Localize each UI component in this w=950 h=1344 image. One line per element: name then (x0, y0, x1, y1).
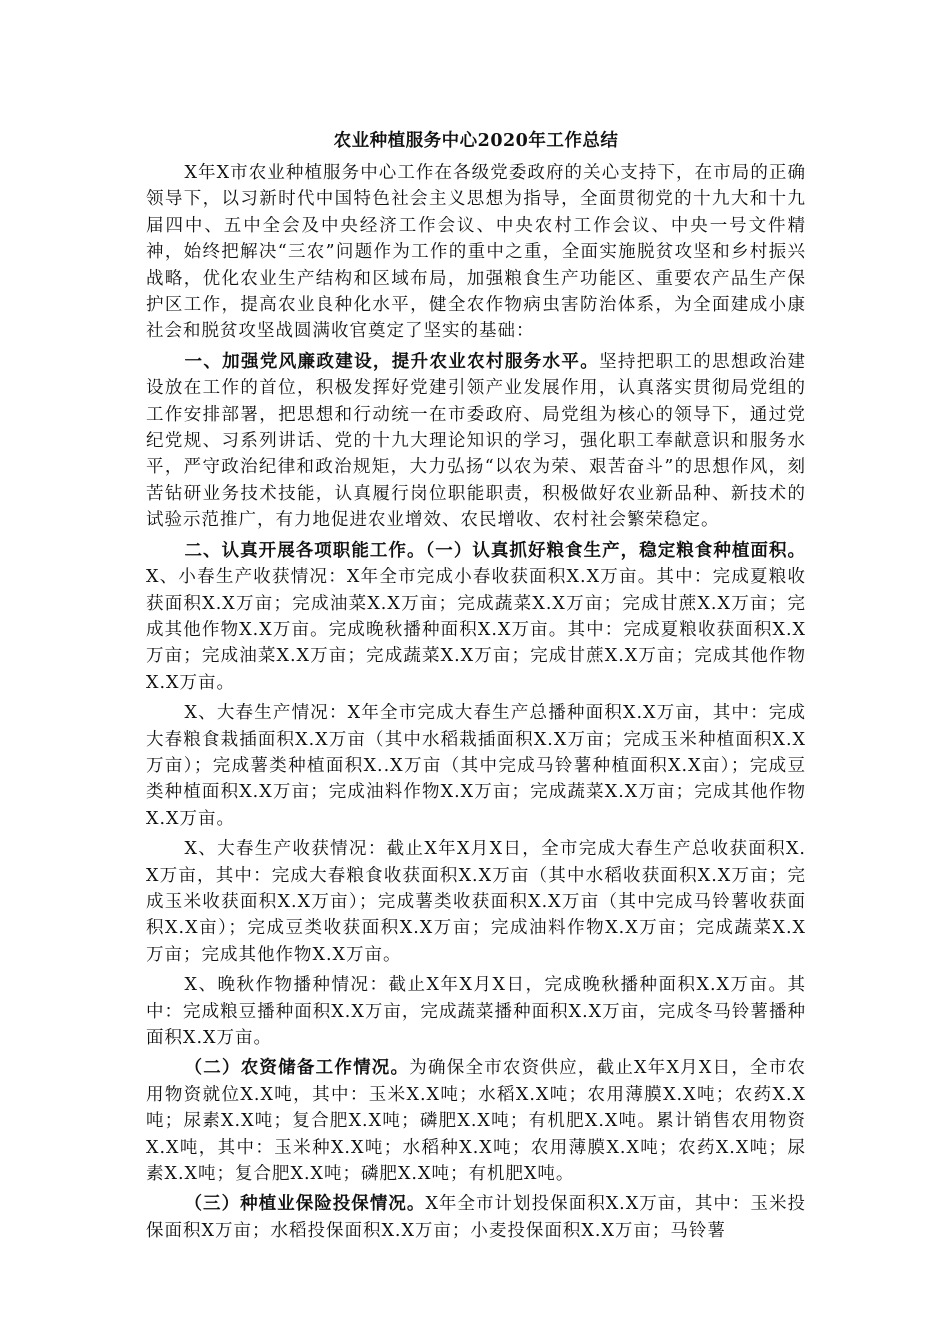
section1-paragraph (146, 349, 806, 534)
section1-body: 坚持把职工的思想政治建设放在工作的首位，积极发挥好党建引领产业发展作用，认真落实贯彻局党组的工作安排部署，把思想和行动统一在市委政府、局党组为核心的领导下，通过党纪党规、习系列讲话、党的十九大理论知识的学习，强化职工奉献意识和服务水平，严守政治纪律和政治规矩，大力弘扬“以农为荣、艰苦奋斗”的思想作风，刻苦钻研业务技术技能，认真履行岗位职能职责，积极做好农业新品种、新技术的试验示范推广，有力地促进农业增效、农民增收、农村社会繁荣稳定。 (146, 351, 806, 531)
section2-paragraph (146, 538, 806, 696)
reserve-heading: （二）农资储备工作情况。 (184, 1058, 410, 1079)
insurance-paragraph (146, 1191, 806, 1244)
insurance-heading: （三）种植业保险投保情况。 (184, 1194, 426, 1215)
spring-planting-paragraph: X、大春生产情况：X年全市完成大春生产总播种面积X.X万亩，其中：完成大春粮食栽插面积X.X万亩（其中水稻栽插面积X.X万亩；完成玉米种植面积X.X万亩）；完成薯类种植面积X..X万亩（其中完成马铃薯种植面积X.X亩）；完成豆类种植面积X.X万亩；完成油料作物X.X万亩；完成蔬菜X.X万亩；完成其他作物X.X万亩。 (146, 703, 806, 829)
document-title: 农业种植服务中心2020年工作总结 (333, 131, 619, 151)
section2-heading: 二、认真开展各项职能工作。（一）认真抓好粮食生产，稳定粮食种植面积。 (184, 540, 806, 561)
reserve-body: 为确保全市农资供应，截止X年X月X日，全市农用物资就位X.X吨，其中：玉米X.X吨；水稻X.X吨；农用薄膜X.X吨；农药X.X吨；尿素X.X吨；复合肥X.X吨；磷肥X.X吨；有机肥X.X吨。累计销售农用物资X.X吨，其中：玉米种X.X吨；水稻种X.X吨；农用薄膜X.X吨；农药X.X吨；尿素X.X吨；复合肥X.X吨；磷肥X.X吨；有机肥X吨。 (146, 1058, 807, 1185)
late-autumn-paragraph: X、晚秋作物播种情况：截止X年X月X日，完成晚秋播种面积X.X万亩。其中：完成粮豆播种面积X.X万亩，完成蔬菜播种面积X.X万亩，完成冬马铃薯播种面积X.X万亩。 (146, 975, 806, 1048)
section2-body: X、小春生产收获情况：X年全市完成小春收获面积X.X万亩。其中：完成夏粮收获面积X.X万亩；完成油菜X.X万亩；完成蔬菜X.X万亩；完成甘蔗X.X万亩；完成其他作物X.X万亩。完成晚秋播种面积X.X万亩。其中：完成夏粮收获面积X.X万亩；完成油菜X.X万亩；完成蔬菜X.X万亩；完成甘蔗X.X万亩；完成其他作物X.X万亩。 (146, 567, 806, 693)
section1-heading: 一、加强党风廉政建设，提升农业农村服务水平。 (184, 351, 600, 372)
spring-harvest-paragraph: X、大春生产收获情况：截止X年X月X日，全市完成大春生产总收获面积X.X万亩，其中：完成大春粮食收获面积X.X万亩（其中水稻收获面积X.X万亩；完成玉米收获面积X.X万亩）；完成薯类收获面积X.X万亩（其中完成马铃薯收获面积X.X亩）；完成豆类收获面积X.X万亩；完成油料作物X.X万亩；完成蔬菜X.X万亩；完成其他作物X.X万亩。 (146, 839, 806, 965)
insurance-body: X年全市计划投保面积X.X万亩，其中：玉米投保面积X万亩；水稻投保面积X.X万亩；小麦投保面积X.X万亩；马铃薯 (146, 1194, 807, 1241)
intro-paragraph: X年X市农业种植服务中心工作在各级党委政府的关心支持下，在市局的正确领导下，以习新时代中国特色社会主义思想为指导，全面贯彻党的十九大和十九届四中、五中全会及中央经济工作会议、中央农村工作会议、中央一号文件精神，始终把解决“三农”问题作为工作的重中之重，全面实施脱贫攻坚和乡村振兴战略，优化农业生产结构和区域布局，加强粮食生产功能区、重要农产品生产保护区工作，提高农业良种化水平，健全农作物病虫害防治体系，为全面建成小康社会和脱贫攻坚战圆满收官奠定了坚实的基础： (146, 163, 806, 342)
reserve-paragraph (146, 1055, 806, 1187)
